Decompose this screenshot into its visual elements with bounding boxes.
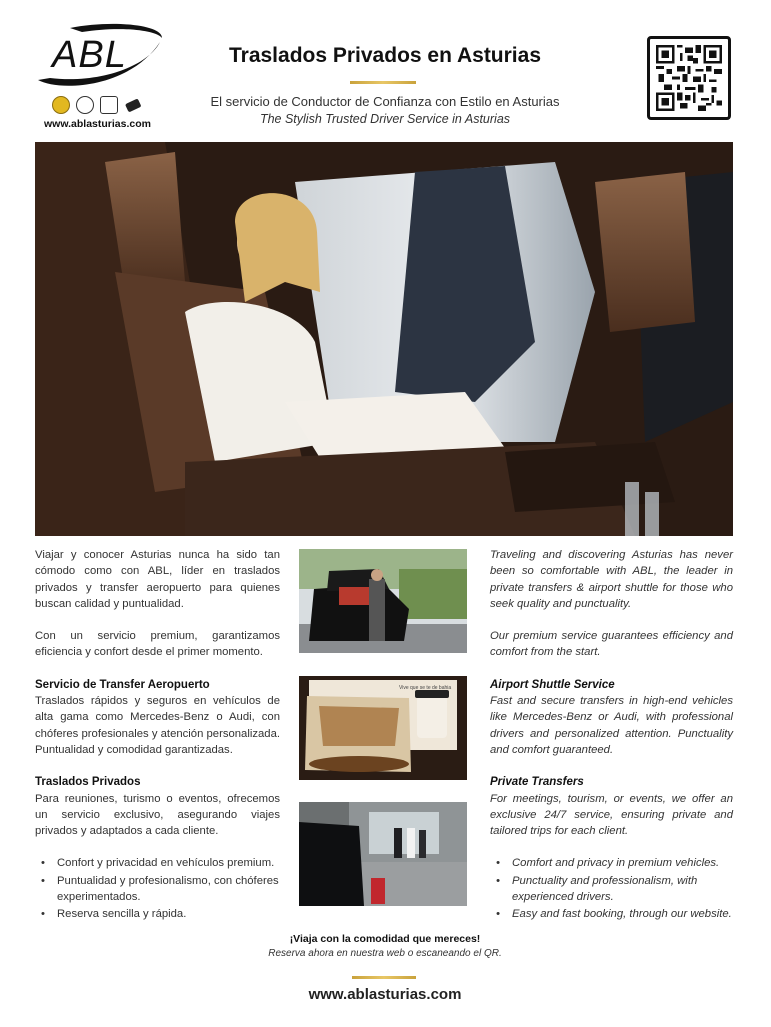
airport-heading-en: Airport Shuttle Service bbox=[490, 678, 615, 691]
airport-text-en: Fast and secure transfers in high-end vehicles like Mercedes-Benz or Audi, with professional drivers and personalized attention. Punctuality and comfort guaranteed. bbox=[490, 695, 733, 756]
private-text-es: Para reuniones, turismo o eventos, ofrecemos un servicio exclusivo, asegurando viajes privados y adaptados a cada cliente. bbox=[35, 792, 280, 838]
spanish-column bbox=[35, 547, 280, 924]
card-icon bbox=[124, 96, 142, 114]
company-logo[interactable] bbox=[30, 22, 170, 132]
hotel-entrance-illustration bbox=[299, 802, 467, 906]
title-divider bbox=[350, 81, 416, 84]
award-icon bbox=[76, 96, 94, 114]
page-title: Traslados Privados en Asturias bbox=[228, 44, 542, 67]
footer-divider bbox=[352, 976, 416, 979]
certification-badges bbox=[52, 96, 142, 114]
english-column bbox=[490, 547, 733, 924]
covid-safe-icon bbox=[100, 96, 118, 114]
benefits-list-es bbox=[35, 855, 280, 922]
call-to-action-subtext: Reserva ahora en nuestra web o escaneando el QR. bbox=[268, 948, 502, 959]
intro-paragraph-es: Viajar y conocer Asturias nunca ha sido tan cómodo como con ABL, líder en traslados privados y transfer aeropuerto para quienes buscan calidad y puntualidad. bbox=[35, 549, 280, 610]
private-heading-en: Private Transfers bbox=[490, 776, 584, 789]
private-heading-es: Traslados Privados bbox=[35, 776, 141, 789]
footer-website-link[interactable]: www.ablasturias.com bbox=[308, 986, 462, 1003]
airport-text-es: Traslados rápidos y seguros en vehículos de alta gama como Mercedes-Benz o Audi, con chóferes profesionales y atención personalizada. Puntualidad y comodidad garantizadas. bbox=[35, 695, 280, 756]
logo-website-link[interactable]: www.ablasturias.com bbox=[44, 118, 151, 130]
premium-paragraph-en: Our premium service guarantees efficiency and comfort from the start. bbox=[490, 630, 733, 659]
logo-wordmark: ABL bbox=[52, 34, 127, 76]
photo-hotel-entrance-chauffeur bbox=[299, 802, 467, 906]
list-item: • Comfort and privacy in premium vehicles. bbox=[490, 855, 733, 871]
snacks-coffee-illustration bbox=[299, 676, 467, 780]
hero-illustration bbox=[35, 142, 733, 536]
list-item: • Punctuality and professionalism, with experienced drivers. bbox=[490, 873, 733, 906]
benefits-list-en bbox=[490, 855, 733, 922]
seal-icon bbox=[52, 96, 70, 114]
list-item: • Confort y privacidad en vehículos premium. bbox=[35, 855, 280, 871]
intro-paragraph-en: Traveling and discovering Asturias has never been so comfortable with ABL, the leader in private transfers & airport shuttle for those who seek quality and punctuality. bbox=[490, 549, 733, 610]
list-item: • Puntualidad y profesionalismo, con chóferes experimentados. bbox=[35, 873, 280, 906]
hero-photo-woman-in-car bbox=[35, 142, 733, 536]
call-to-action-es: ¡Viaja con la comodidad que mereces! bbox=[289, 933, 481, 945]
list-item: • Easy and fast booking, through our website. bbox=[490, 906, 733, 922]
list-item: • Reserva sencilla y rápida. bbox=[35, 906, 280, 922]
subtitle-english: The Stylish Trusted Driver Service in Asturias bbox=[259, 112, 511, 126]
snack-box-caption: Vive que se te de bahia bbox=[399, 685, 452, 691]
premium-paragraph-es: Con un servicio premium, garantizamos eficiencia y confort desde el primer momento. bbox=[35, 630, 280, 659]
qr-code[interactable] bbox=[647, 36, 731, 120]
qr-code-icon bbox=[656, 45, 722, 111]
private-text-en: For meetings, tourism, or events, we offer an exclusive 24/7 service, ensuring private and tailored trips for each client. bbox=[490, 792, 733, 838]
subtitle-spanish: El servicio de Conductor de Confianza con Estilo en Asturias bbox=[210, 94, 560, 109]
airport-heading-es: Servicio de Transfer Aeropuerto bbox=[35, 678, 210, 691]
photo-car-trunk-luggage bbox=[299, 549, 467, 653]
photo-welcome-snacks-coffee bbox=[299, 676, 467, 780]
car-trunk-illustration bbox=[299, 549, 467, 653]
